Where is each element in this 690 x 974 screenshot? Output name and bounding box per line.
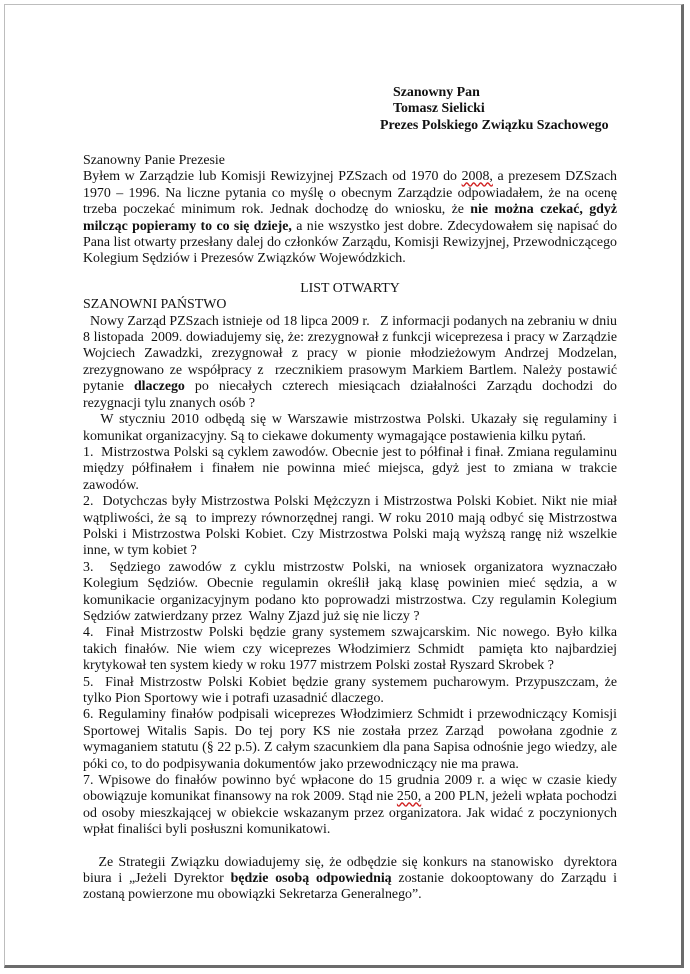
point-3: 3. Sędziego zawodów z cyklu mistrzostw Polski, na wniosek organizatora wyznaczało Kolegium Sędziów. Obecnie regulamin określił jaką klasę powinien mieć sędzia, a w komunikacie organizacyjnym podano kto poprowadzi mistrzostwa. Czy regulamin Kolegium Sędziów zatwierdzany przez Walny Zjazd już się nie liczy ? xyxy=(83,559,621,624)
document-page xyxy=(4,4,684,968)
point-2: 2. Dotychczas były Mistrzostwa Polski Mężczyzn i Mistrzostwa Polski Kobiet. Nikt nie miał wątpliwości, że są to imprezy równorzędnej rangi. W roku 2010 mają odbyć się Mistrzostwa Polski i Mistrzostwa Polski Kobiet. Czy Mistrzostwa Polski mają wyższą rangę niż wszelkie inne, w tym kobiet ? xyxy=(83,494,621,559)
paragraph-championships: W styczniu 2010 odbędą się w Warszawie mistrzostwa Polski. Ukazały się regulaminy i komunikat organizacyjny. Są to ciekawe dokumenty wymagające postawienia kilku pytań. xyxy=(83,412,621,444)
point-1: 1. Mistrzostwa Polski są cyklem zawodów. Obecnie jest to półfinał i finał. Zmiana regulaminu między półfinałem i finałem nie powinna mieć miejsca, gdyż jest to zmiana w trakcie zawodów. xyxy=(83,444,621,493)
point-6: 6. Regulaminy finałów podpisali wiceprezes Włodzimierz Schmidt i przewodniczący Komisji Sportowej Witalis Sapis. Do tej pory KS nie została przez Zarząd powołana zgodnie z wymaganiem statutu (§ 22 p.5). Z całym szacunkiem dla pana Sapisa odnośnie jego wiedzy, ale póki co, to do podpisywania dokumentów jako przewodniczący nie ma prawa. xyxy=(83,707,621,772)
letter-heading: LIST OTWARTY xyxy=(300,280,400,296)
intro-paragraph: Byłem w Zarządzie lub Komisji Rewizyjnej PZSzach od 1970 do 2008, a prezesem DZSzach 1970 – 1996. Na liczne pytania co myślę o obecnym Zarządzie odpowiadałem, że na ocenę trzeba poczekać minimum rok. Jednak dochodzę do wniosku, że nie można czekać, gdyż milcząc popieramy to co się dzieje, a nie wszystko jest dobre. Zdecydowałem się napisać do Pana list otwarty przesłany dalej do członków Zarządu, Komisji Rewizyjnej, Przewodniczącego Kolegium Sędziów i Prezesów Związków Wojewódzkich. xyxy=(83,169,618,267)
closing-paragraph: Ze Strategii Związku dowiadujemy się, że odbędzie się konkurs na stanowisko dyrektora biura i „Jeżeli Dyrektor będzie osobą odpowiednią zostanie dokooptowany do Zarządu i zostaną powierzone mu obowiązki Sekretarza Generalnego”. xyxy=(83,854,621,903)
addressees-line: SZANOWNI PAŃSTWO xyxy=(83,297,227,313)
addressee-line-3: Prezes Polskiego Związku Szachowego xyxy=(380,118,609,133)
point-7: 7. Wpisowe do finałów powinno być wpłacone do 15 grudnia 2009 r. a więc w czasie kiedy obowiązuje komunikat finansowy na rok 2009. Stąd nie 250, a 200 PLN, jeżeli wpłata pochodzi od osoby mieszkającej w obiekcie wskazanym przez organizatora. Jak widać z poczynionych wpłat finaliści byli posłuszni komunikatowi. xyxy=(83,773,617,838)
point-5: 5. Finał Mistrzostw Polski Kobiet będzie grany systemem pucharowym. Przypuszczam, że tylko Pion Sportowy wie i potrafi uzasadnić dlaczego. xyxy=(83,674,621,706)
point-4: 4. Finał Mistrzostw Polski będzie grany systemem szwajcarskim. Nic nowego. Było kilka takich finałów. Nie wiem czy wiceprezes Włodzimierz Schmidt pamięta kto najbardziej krytykował ten system kiedy w roku 1977 mistrzem Polski został Ryszard Skrobek ? xyxy=(83,625,621,674)
salutation: Szanowny Panie Prezesie xyxy=(83,153,225,168)
addressee-line-1: Szanowny Pan xyxy=(393,85,480,100)
paragraph-resignations: Nowy Zarząd PZSzach istnieje od 18 lipca 2009 r. Z informacji podanych na zebraniu w dniu 8 listopada 2009. dowiadujemy się, że: zrezygnował z funkcji wiceprezesa i pracy w Zarządzie Wojciech Zawadzki, zrezygnował z pracy w pionie młodzieżowym Andrzej Modzelan, zrezygnowano ze współpracy z rzecznikiem prasowym Markiem Bartlem. Należy postawić pytanie dlaczego po niecałych czterech miesiącach działalności Zarządu dochodzi do rezygnacji tylu znanych osób ? xyxy=(83,313,621,411)
addressee-line-2: Tomasz Sielicki xyxy=(393,101,485,116)
